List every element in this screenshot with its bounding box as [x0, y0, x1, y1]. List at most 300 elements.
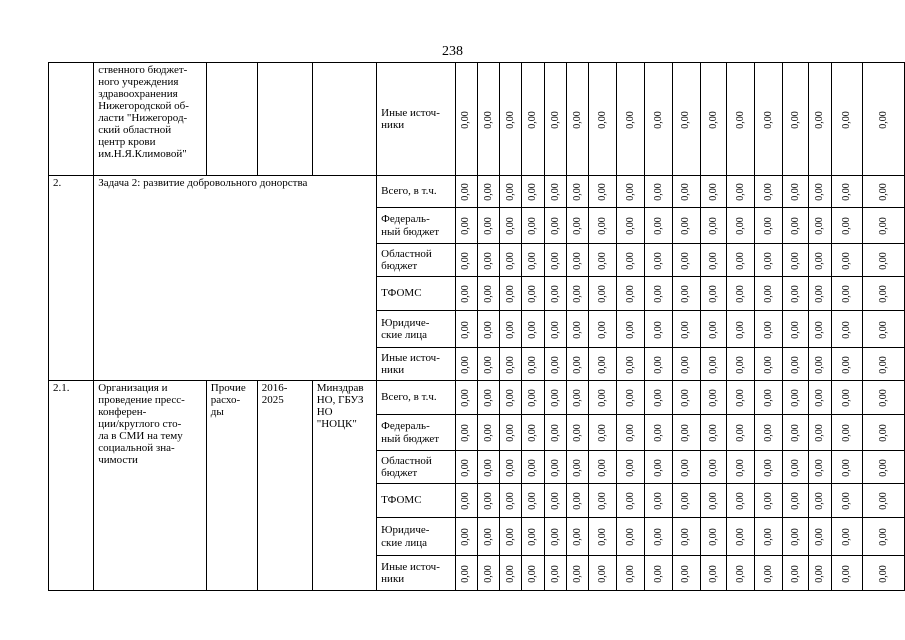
value-cell [672, 277, 700, 311]
value-cell [545, 63, 567, 176]
value-text: 0,00 [680, 183, 692, 201]
value-cell [500, 244, 522, 277]
value-text: 0,00 [460, 492, 472, 510]
funding-source: ТФОМС [377, 277, 455, 311]
value-cell [617, 484, 645, 518]
value-cell [727, 208, 754, 244]
value-cell [782, 208, 808, 244]
value-cell [567, 208, 589, 244]
value-text: 0,00 [504, 285, 516, 303]
executor [312, 63, 376, 176]
value-text: 0,00 [482, 492, 494, 510]
value-cell [862, 277, 904, 311]
value-text: 0,00 [814, 355, 826, 374]
value-text: 0,00 [814, 217, 826, 235]
task-name: Задача 2: развитие добровольного донорства [94, 176, 377, 381]
value-text: 0,00 [652, 458, 664, 477]
value-cell [782, 63, 808, 176]
value-text: 0,00 [789, 320, 801, 339]
value-cell [782, 381, 808, 415]
value-cell [832, 484, 862, 518]
value-cell [782, 277, 808, 311]
value-text: 0,00 [460, 564, 472, 583]
value-text: 0,00 [814, 389, 826, 407]
funding-source: Федераль- ный бюджет [377, 415, 455, 451]
value-cell [522, 381, 545, 415]
value-cell [672, 415, 700, 451]
value-text: 0,00 [762, 458, 774, 477]
value-cell [832, 244, 862, 277]
value-text: 0,00 [504, 528, 516, 546]
value-text: 0,00 [734, 389, 746, 407]
value-cell [455, 451, 477, 484]
value-cell [700, 63, 727, 176]
value-text: 0,00 [571, 564, 583, 583]
value-cell [727, 484, 754, 518]
value-cell [862, 381, 904, 415]
value-cell [727, 63, 754, 176]
value-cell [782, 311, 808, 348]
value-cell [500, 381, 522, 415]
value-cell [832, 381, 862, 415]
value-text: 0,00 [841, 424, 853, 442]
value-text: 0,00 [504, 458, 516, 477]
value-text: 0,00 [460, 251, 472, 270]
table-row [49, 381, 905, 415]
value-cell [588, 176, 616, 208]
value-cell [617, 208, 645, 244]
value-cell [700, 208, 727, 244]
value-text: 0,00 [624, 492, 636, 510]
value-text: 0,00 [707, 285, 719, 303]
value-cell [754, 63, 782, 176]
value-cell [808, 381, 832, 415]
value-cell [588, 63, 616, 176]
value-text: 0,00 [460, 285, 472, 303]
value-cell [700, 556, 727, 591]
value-cell [500, 518, 522, 556]
value-text: 0,00 [734, 183, 746, 201]
value-cell [672, 208, 700, 244]
value-text: 0,00 [596, 355, 608, 374]
period: 2016- 2025 [257, 381, 312, 591]
value-cell [832, 415, 862, 451]
value-text: 0,00 [460, 110, 472, 129]
value-text: 0,00 [460, 355, 472, 374]
funding-source: Иные источ- ники [377, 556, 455, 591]
value-cell [545, 277, 567, 311]
value-text: 0,00 [877, 458, 889, 477]
value-text: 0,00 [734, 320, 746, 339]
value-text: 0,00 [460, 458, 472, 477]
value-text: 0,00 [482, 355, 494, 374]
value-cell [455, 415, 477, 451]
funding-source: Федераль- ный бюджет [377, 208, 455, 244]
value-text: 0,00 [707, 492, 719, 510]
value-cell [545, 518, 567, 556]
value-text: 0,00 [789, 528, 801, 546]
value-cell [672, 484, 700, 518]
value-cell [477, 208, 500, 244]
value-text: 0,00 [707, 251, 719, 270]
value-text: 0,00 [624, 217, 636, 235]
value-cell [672, 451, 700, 484]
value-text: 0,00 [652, 217, 664, 235]
value-text: 0,00 [734, 285, 746, 303]
value-text: 0,00 [814, 285, 826, 303]
value-cell [588, 556, 616, 591]
value-cell [545, 244, 567, 277]
value-text: 0,00 [527, 492, 539, 510]
value-cell [500, 484, 522, 518]
value-cell [645, 277, 672, 311]
value-cell [645, 381, 672, 415]
value-text: 0,00 [504, 492, 516, 510]
value-text: 0,00 [527, 355, 539, 374]
value-text: 0,00 [734, 564, 746, 583]
value-text: 0,00 [596, 320, 608, 339]
value-cell [727, 348, 754, 381]
funding-source: Всего, в т.ч. [377, 176, 455, 208]
value-text: 0,00 [527, 217, 539, 235]
value-cell [862, 63, 904, 176]
value-cell [500, 63, 522, 176]
value-text: 0,00 [762, 217, 774, 235]
value-cell [782, 518, 808, 556]
value-cell [832, 176, 862, 208]
value-cell [672, 348, 700, 381]
value-cell [588, 381, 616, 415]
value-cell [477, 381, 500, 415]
value-cell [672, 556, 700, 591]
value-cell [754, 176, 782, 208]
value-text: 0,00 [841, 355, 853, 374]
value-text: 0,00 [549, 285, 561, 303]
value-text: 0,00 [596, 564, 608, 583]
value-cell [545, 451, 567, 484]
value-text: 0,00 [707, 217, 719, 235]
value-cell [782, 556, 808, 591]
value-text: 0,00 [571, 285, 583, 303]
value-text: 0,00 [877, 183, 889, 201]
value-text: 0,00 [814, 564, 826, 583]
value-cell [522, 451, 545, 484]
value-text: 0,00 [734, 110, 746, 129]
value-cell [645, 63, 672, 176]
funding-source: Юридиче- ские лица [377, 518, 455, 556]
value-text: 0,00 [762, 320, 774, 339]
value-cell [645, 451, 672, 484]
value-text: 0,00 [549, 251, 561, 270]
value-text: 0,00 [652, 251, 664, 270]
value-cell [727, 518, 754, 556]
value-cell [545, 208, 567, 244]
value-text: 0,00 [734, 424, 746, 442]
value-cell [567, 277, 589, 311]
value-cell [672, 518, 700, 556]
value-text: 0,00 [527, 458, 539, 477]
value-text: 0,00 [707, 320, 719, 339]
value-text: 0,00 [482, 285, 494, 303]
value-cell [617, 451, 645, 484]
value-text: 0,00 [504, 110, 516, 129]
value-cell [862, 415, 904, 451]
value-text: 0,00 [762, 110, 774, 129]
value-text: 0,00 [877, 564, 889, 583]
value-cell [754, 518, 782, 556]
value-cell [522, 311, 545, 348]
value-text: 0,00 [549, 492, 561, 510]
funding-source: Иные источ- ники [377, 63, 455, 176]
activity-name: Организация и проведение пресс- конферен- ции/круглого сто- ла в СМИ на тему социальной зна- чимости [94, 381, 207, 591]
row-number [49, 63, 94, 176]
value-text: 0,00 [549, 458, 561, 477]
value-text: 0,00 [652, 424, 664, 442]
value-cell [617, 311, 645, 348]
value-cell [567, 63, 589, 176]
value-text: 0,00 [841, 564, 853, 583]
value-text: 0,00 [680, 110, 692, 129]
value-text: 0,00 [527, 251, 539, 270]
value-cell [832, 311, 862, 348]
value-cell [862, 348, 904, 381]
value-text: 0,00 [734, 528, 746, 546]
funding-source: ТФОМС [377, 484, 455, 518]
value-cell [477, 518, 500, 556]
value-cell [700, 311, 727, 348]
value-text: 0,00 [841, 183, 853, 201]
value-text: 0,00 [707, 564, 719, 583]
value-cell [522, 63, 545, 176]
value-text: 0,00 [549, 217, 561, 235]
value-text: 0,00 [624, 110, 636, 129]
value-text: 0,00 [814, 424, 826, 442]
value-text: 0,00 [527, 528, 539, 546]
value-text: 0,00 [841, 251, 853, 270]
value-text: 0,00 [841, 492, 853, 510]
value-text: 0,00 [734, 458, 746, 477]
value-cell [808, 176, 832, 208]
value-text: 0,00 [571, 389, 583, 407]
value-cell [808, 518, 832, 556]
value-cell [477, 415, 500, 451]
value-text: 0,00 [460, 424, 472, 442]
value-cell [567, 415, 589, 451]
value-text: 0,00 [734, 217, 746, 235]
value-cell [522, 244, 545, 277]
value-cell [477, 63, 500, 176]
value-cell [477, 451, 500, 484]
value-text: 0,00 [624, 251, 636, 270]
value-text: 0,00 [504, 355, 516, 374]
value-text: 0,00 [460, 217, 472, 235]
value-text: 0,00 [707, 389, 719, 407]
value-text: 0,00 [652, 389, 664, 407]
value-text: 0,00 [504, 389, 516, 407]
value-text: 0,00 [841, 389, 853, 407]
value-text: 0,00 [789, 285, 801, 303]
value-text: 0,00 [460, 389, 472, 407]
value-cell [567, 381, 589, 415]
value-text: 0,00 [571, 251, 583, 270]
value-text: 0,00 [527, 389, 539, 407]
value-text: 0,00 [571, 355, 583, 374]
value-cell [808, 556, 832, 591]
value-cell [862, 311, 904, 348]
value-cell [617, 415, 645, 451]
value-cell [672, 311, 700, 348]
value-cell [808, 451, 832, 484]
value-text: 0,00 [596, 183, 608, 201]
value-text: 0,00 [814, 183, 826, 201]
value-text: 0,00 [482, 251, 494, 270]
value-cell [782, 451, 808, 484]
row-number: 2.1. [49, 381, 94, 591]
value-text: 0,00 [549, 528, 561, 546]
value-text: 0,00 [460, 528, 472, 546]
value-cell [500, 208, 522, 244]
value-cell [567, 518, 589, 556]
value-text: 0,00 [549, 355, 561, 374]
value-text: 0,00 [680, 424, 692, 442]
value-cell [832, 556, 862, 591]
value-cell [500, 176, 522, 208]
value-cell [588, 348, 616, 381]
value-text: 0,00 [624, 285, 636, 303]
value-text: 0,00 [734, 251, 746, 270]
value-text: 0,00 [734, 355, 746, 374]
value-text: 0,00 [762, 355, 774, 374]
value-text: 0,00 [527, 320, 539, 339]
value-cell [727, 381, 754, 415]
value-text: 0,00 [877, 528, 889, 546]
value-cell [782, 244, 808, 277]
value-text: 0,00 [596, 285, 608, 303]
value-text: 0,00 [789, 183, 801, 201]
value-cell [455, 518, 477, 556]
value-cell [862, 518, 904, 556]
value-cell [645, 311, 672, 348]
value-cell [754, 244, 782, 277]
value-cell [522, 277, 545, 311]
value-cell [500, 556, 522, 591]
value-text: 0,00 [624, 458, 636, 477]
value-cell [545, 348, 567, 381]
value-cell [645, 518, 672, 556]
value-cell [832, 518, 862, 556]
value-cell [645, 208, 672, 244]
value-cell [455, 381, 477, 415]
value-cell [727, 556, 754, 591]
value-cell [645, 244, 672, 277]
value-text: 0,00 [571, 528, 583, 546]
value-text: 0,00 [762, 492, 774, 510]
value-text: 0,00 [596, 458, 608, 477]
value-cell [727, 311, 754, 348]
value-text: 0,00 [841, 528, 853, 546]
value-cell [588, 208, 616, 244]
value-cell [727, 415, 754, 451]
value-cell [588, 244, 616, 277]
value-text: 0,00 [482, 458, 494, 477]
budget-table [48, 62, 905, 591]
value-cell [567, 311, 589, 348]
value-cell [782, 348, 808, 381]
value-cell [700, 277, 727, 311]
value-text: 0,00 [504, 251, 516, 270]
page-number: 238 [442, 44, 463, 59]
value-text: 0,00 [789, 389, 801, 407]
value-cell [455, 311, 477, 348]
value-text: 0,00 [707, 110, 719, 129]
funding-source: Областной бюджет [377, 244, 455, 277]
value-text: 0,00 [814, 528, 826, 546]
value-text: 0,00 [652, 183, 664, 201]
value-text: 0,00 [814, 251, 826, 270]
value-cell [700, 244, 727, 277]
value-text: 0,00 [877, 389, 889, 407]
value-text: 0,00 [789, 458, 801, 477]
value-cell [522, 348, 545, 381]
value-text: 0,00 [680, 285, 692, 303]
value-cell [567, 451, 589, 484]
value-cell [522, 208, 545, 244]
value-cell [617, 348, 645, 381]
value-text: 0,00 [482, 564, 494, 583]
value-cell [567, 484, 589, 518]
value-text: 0,00 [482, 424, 494, 442]
value-text: 0,00 [652, 564, 664, 583]
value-text: 0,00 [571, 110, 583, 129]
value-text: 0,00 [571, 492, 583, 510]
value-text: 0,00 [789, 492, 801, 510]
value-cell [754, 348, 782, 381]
value-cell [522, 556, 545, 591]
value-cell [500, 311, 522, 348]
value-cell [808, 311, 832, 348]
value-text: 0,00 [482, 217, 494, 235]
value-cell [455, 556, 477, 591]
value-text: 0,00 [652, 355, 664, 374]
value-cell [754, 415, 782, 451]
value-text: 0,00 [527, 424, 539, 442]
value-cell [455, 63, 477, 176]
value-text: 0,00 [549, 389, 561, 407]
value-text: 0,00 [680, 528, 692, 546]
value-text: 0,00 [680, 458, 692, 477]
value-text: 0,00 [841, 217, 853, 235]
value-cell [588, 451, 616, 484]
value-text: 0,00 [624, 355, 636, 374]
value-cell [588, 277, 616, 311]
value-cell [500, 348, 522, 381]
value-cell [617, 244, 645, 277]
value-cell [477, 484, 500, 518]
value-cell [617, 176, 645, 208]
value-text: 0,00 [596, 251, 608, 270]
value-cell [862, 484, 904, 518]
value-text: 0,00 [624, 424, 636, 442]
value-cell [645, 484, 672, 518]
value-cell [862, 451, 904, 484]
value-cell [522, 415, 545, 451]
value-text: 0,00 [877, 320, 889, 339]
value-cell [672, 176, 700, 208]
value-text: 0,00 [680, 320, 692, 339]
executor: Минздрав НО, ГБУЗ НО "НОЦК" [312, 381, 376, 591]
table-row [49, 63, 905, 176]
value-text: 0,00 [527, 110, 539, 129]
